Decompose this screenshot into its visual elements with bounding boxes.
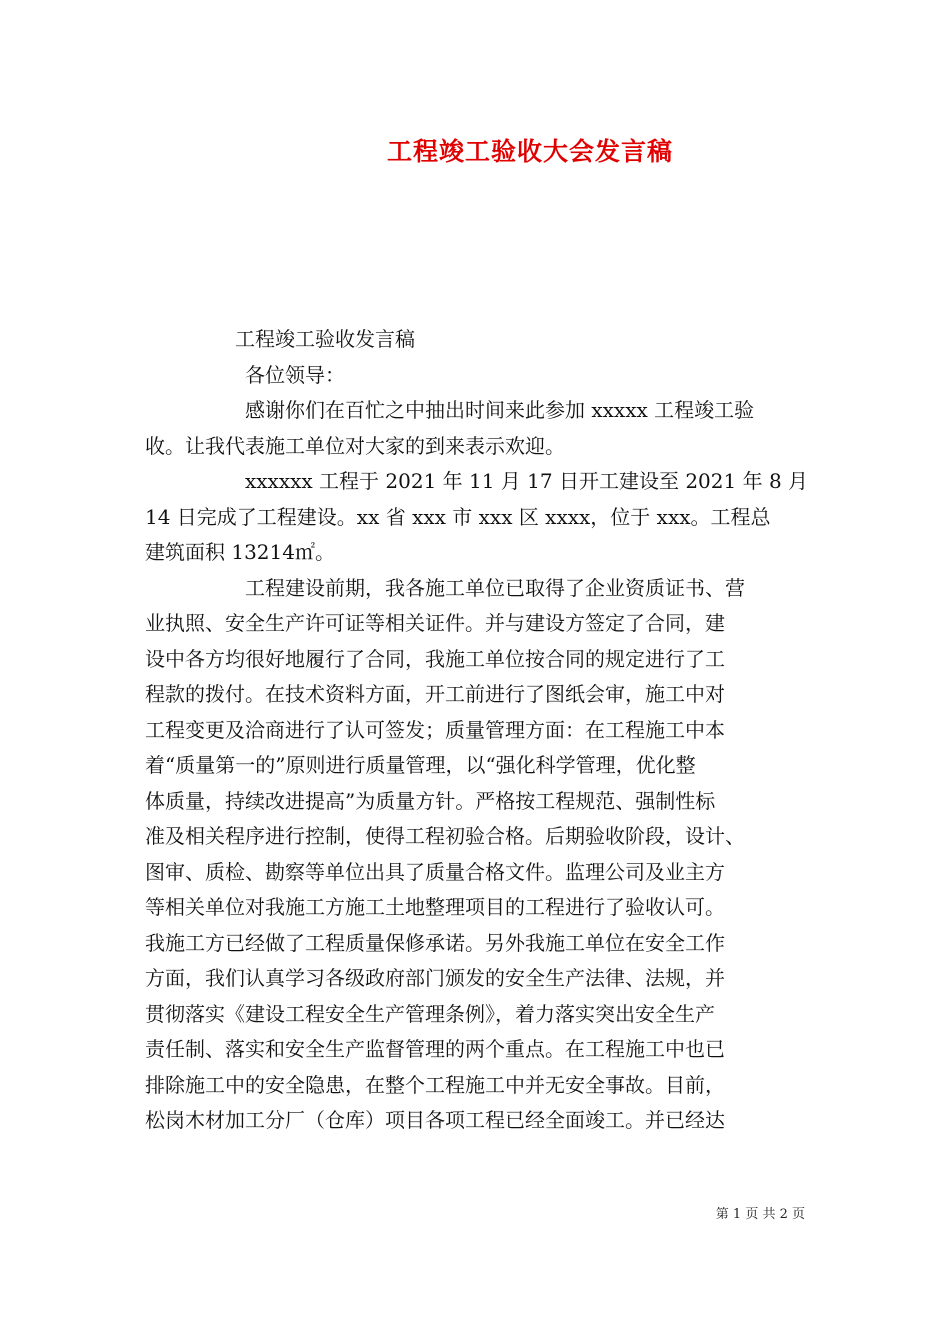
document-title: 工程竣工验收大会发言稿 — [386, 137, 673, 166]
body-line: 图审、质检、勘察等单位出具了质量合格文件。监理公司及业主方 — [145, 859, 725, 884]
document-body — [145, 322, 809, 1139]
body-line: 责任制、落实和安全生产监督管理的两个重点。在工程施工中也已 — [145, 1037, 725, 1061]
body-line: 收。让我代表施工单位对大家的到来表示欢迎。 — [145, 433, 565, 458]
body-line: 14 日完成了工程建设。xx 省 xxx 市 xxx 区 xxxx，位于 xxx。工程总 — [145, 504, 771, 529]
body-line: 程款的拨付。在技术资料方面，开工前进行了图纸会审，施工中对 — [145, 682, 725, 706]
page-number: 第 1 页 共 2 页 — [715, 1207, 805, 1222]
body-line: 排除施工中的安全隐患，在整个工程施工中并无安全事故。目前， — [145, 1072, 725, 1097]
body-line: 设中各方均很好地履行了合同，我施工单位按合同的规定进行了工 — [145, 646, 725, 671]
body-line: 业执照、安全生产许可证等相关证件。并与建设方签定了合同，建 — [145, 611, 725, 635]
body-line: 工程建设前期，我各施工单位已取得了企业资质证书、营 — [245, 575, 745, 600]
body-line: 各位领导： — [245, 362, 345, 387]
body-line: 松岗木材加工分厂（仓库）项目各项工程已经全面竣工。并已经达 — [145, 1108, 725, 1132]
body-line: 等相关单位对我施工方施工土地整理项目的工程进行了验收认可。 — [145, 895, 725, 919]
body-line: 贯彻落实《建设工程安全生产管理条例》，着力落实突出安全生产 — [145, 1001, 715, 1026]
body-line: 工程竣工验收发言稿 — [235, 327, 415, 351]
body-line: 着“质量第一的”原则进行质量管理，以“强化科学管理，优化整 — [145, 753, 696, 777]
body-line: 准及相关程序进行控制，使得工程初验合格。后期验收阶段，设计、 — [145, 824, 745, 848]
body-line: 方面，我们认真学习各级政府部门颁发的安全生产法律、法规，并 — [145, 966, 725, 990]
body-line: 工程变更及洽商进行了认可签发；质量管理方面：在工程施工中本 — [145, 717, 725, 742]
body-line: 感谢你们在百忙之中抽出时间来此参加 xxxxx 工程竣工验 — [245, 398, 755, 422]
body-line: 我施工方已经做了工程质量保修承诺。另外我施工单位在安全工作 — [145, 930, 725, 955]
body-line: 体质量，持续改进提高”为质量方针。严格按工程规范、强制性标 — [145, 788, 716, 813]
body-line: xxxxxx 工程于 2021 年 11 月 17 日开工建设至 2021 年 8 月 — [245, 469, 809, 493]
body-line: 建筑面积 13214㎡。 — [145, 540, 335, 564]
